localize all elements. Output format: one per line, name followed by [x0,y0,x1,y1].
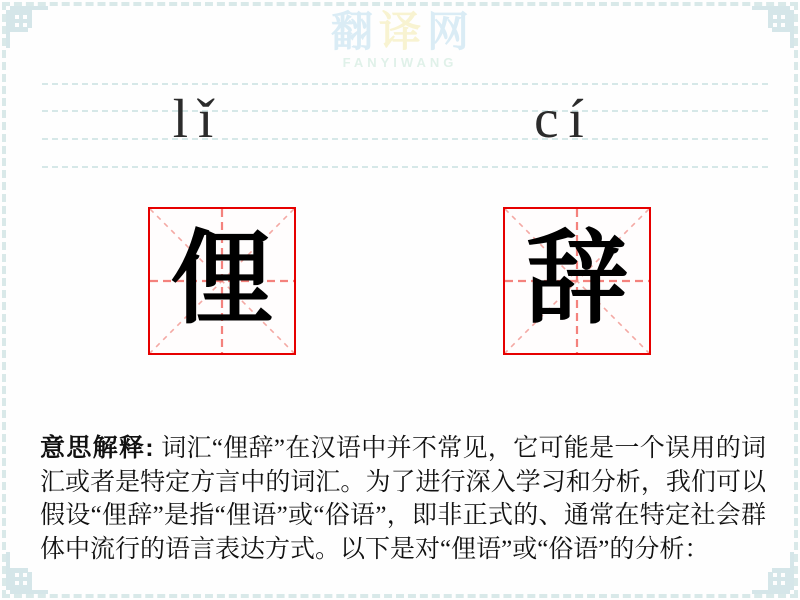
character-card-li [148,207,296,355]
pinyin-guideline-4 [42,166,768,168]
watermark-hanzi [331,10,469,54]
pinyin-syllable-ci: cí [534,88,594,149]
dashed-border-bottom [2,594,798,598]
watermark-char-3: 网 [427,8,470,55]
dashed-border-left [2,2,6,598]
watermark-logo [0,10,800,70]
meaning-label: 意思解释: [40,434,155,462]
watermark-char-2: 译 [378,8,421,55]
pinyin-syllable-li: lǐ [172,88,224,149]
dashed-border-right [794,2,798,598]
hanzi-glyph-ci: 辞 [526,224,628,337]
character-card-ci [503,207,651,355]
watermark-latin-text: FANYIWANG [342,55,458,70]
meaning-text: 词汇“俚辞”在汉语中并不常见，它可能是一个误用的词汇或者是特定方言中的词汇。为了进行深入学习和分析，我们可以假设“俚辞”是指“俚语”或“俗语”，即非正式的、通常在特定社会群体中流行的语言表达方式。以下是对“俚语”或“俗语”的分析： [40,435,767,563]
dashed-border-top [2,2,798,6]
hanzi-glyph-li: 俚 [171,224,273,337]
watermark-char-1: 翻 [330,8,373,55]
pinyin-guideline-1 [42,83,768,85]
meaning-paragraph [40,432,766,566]
